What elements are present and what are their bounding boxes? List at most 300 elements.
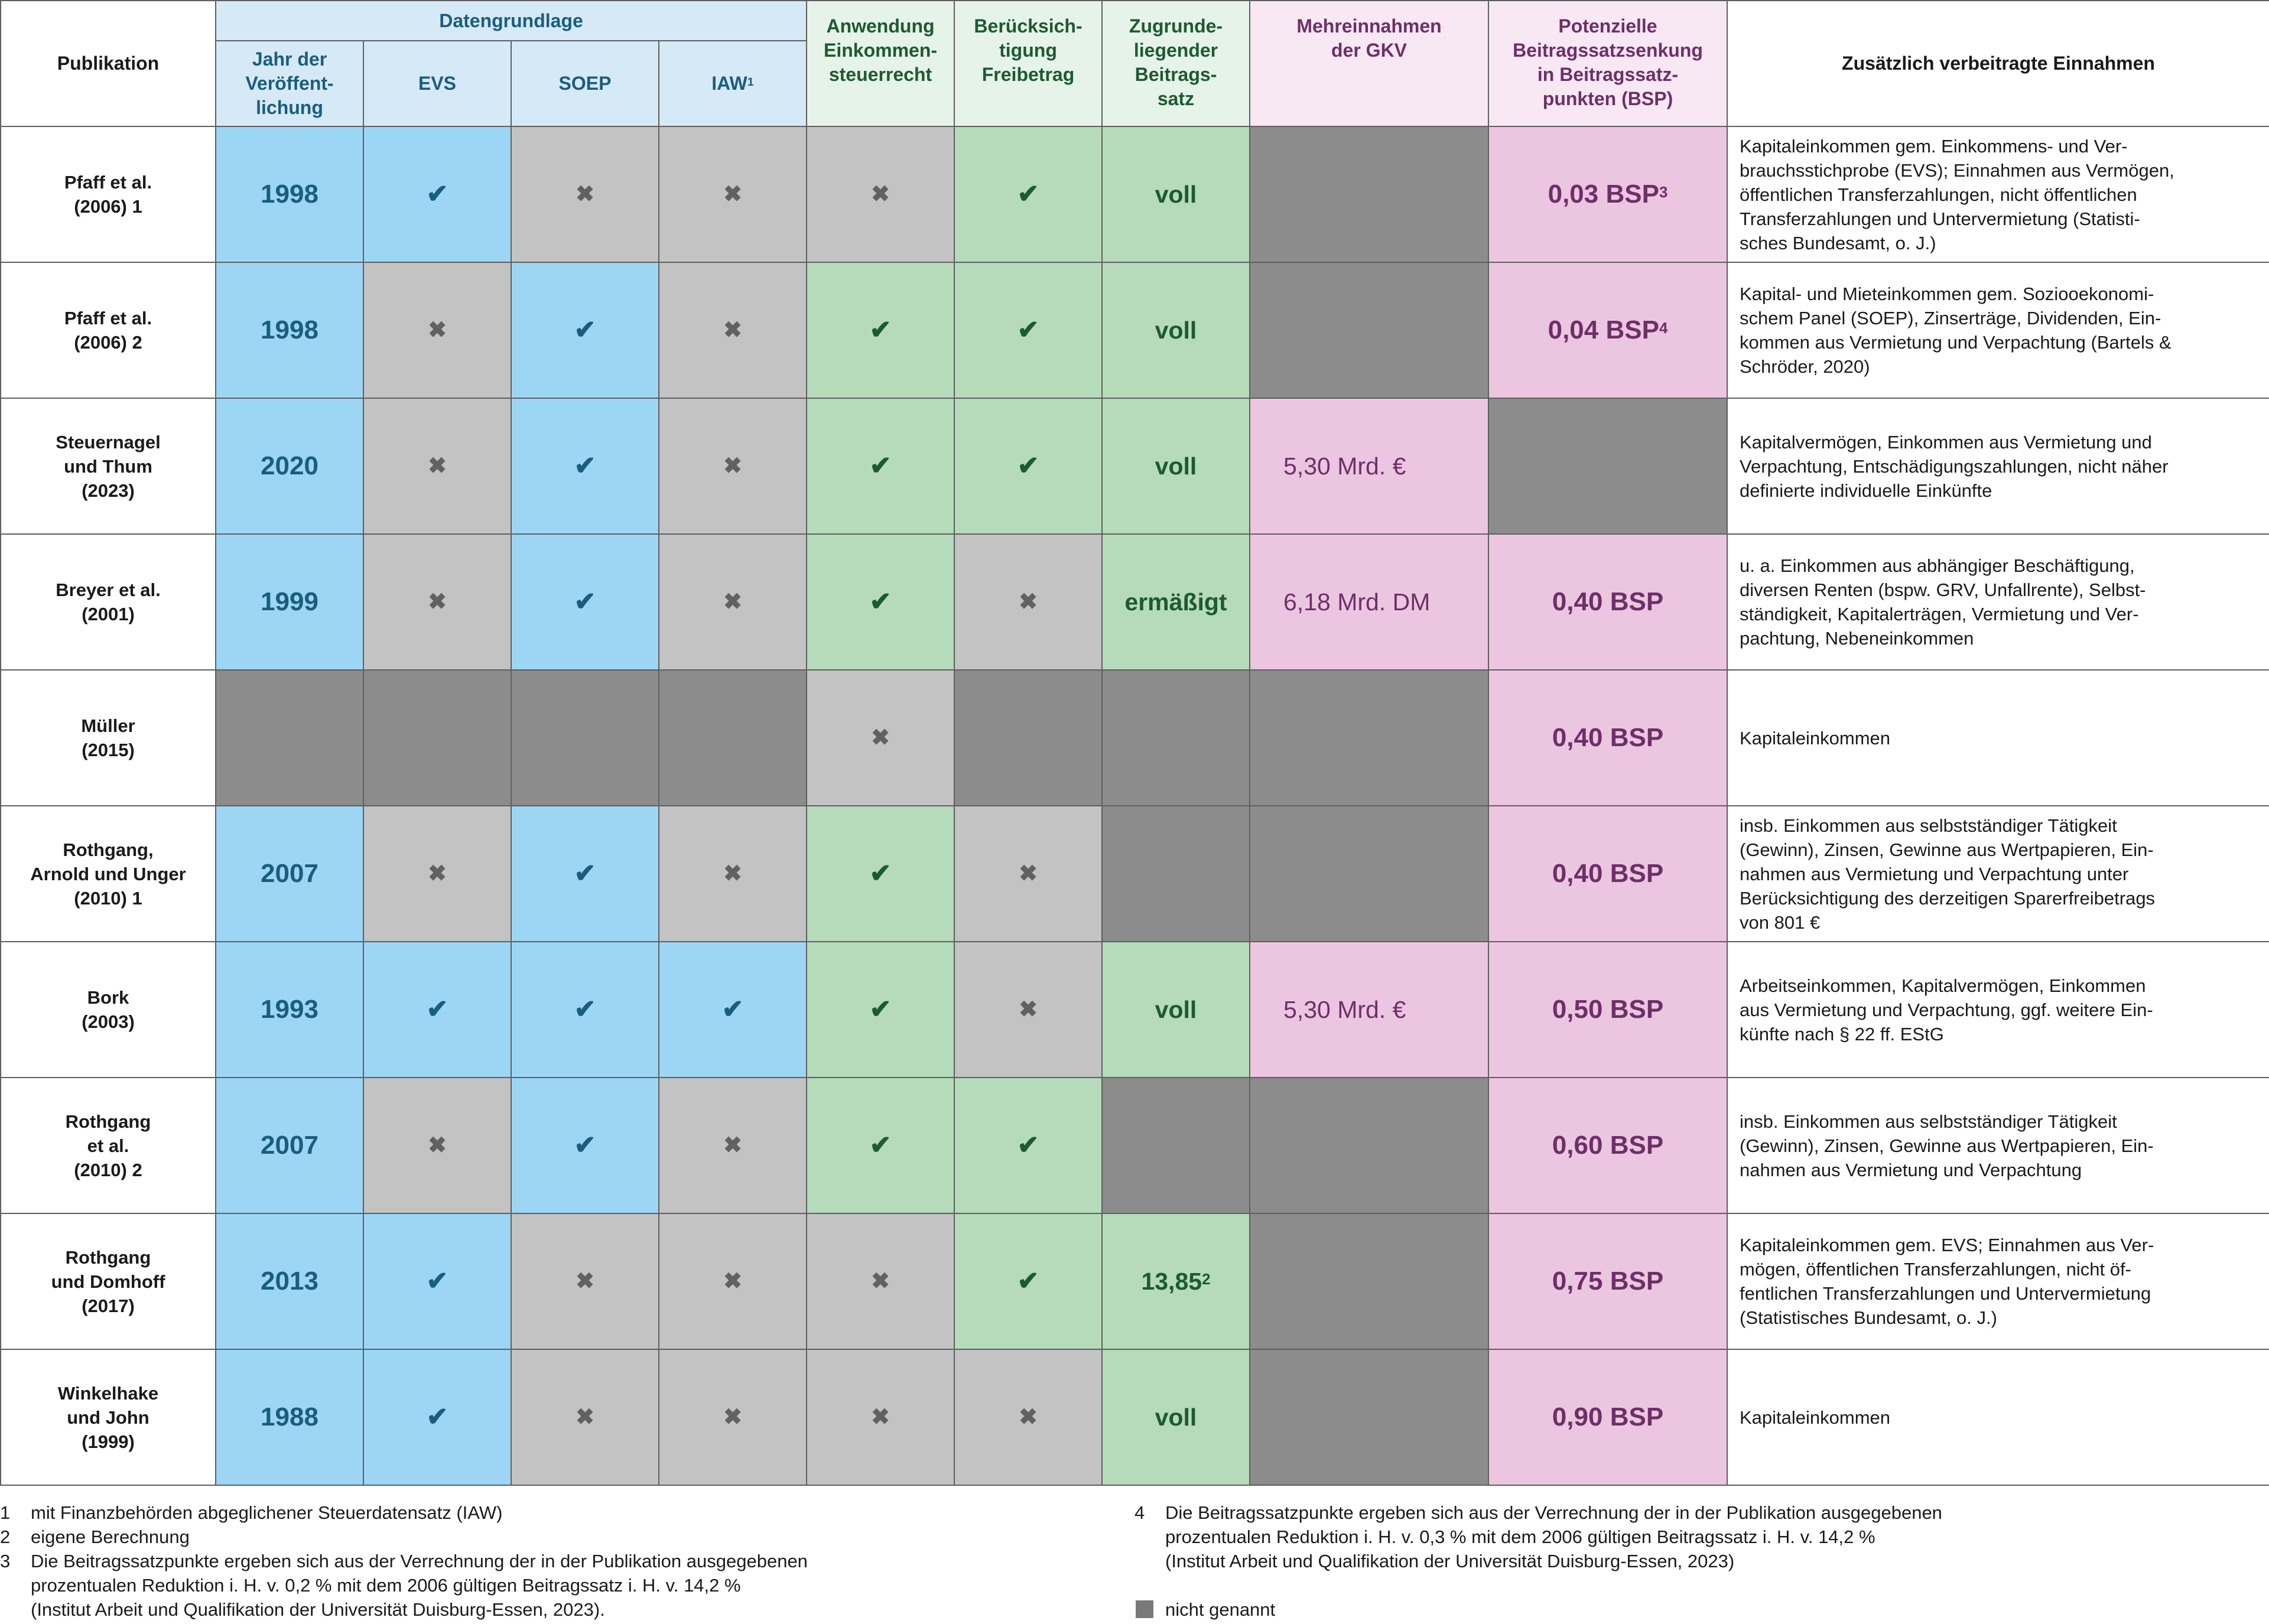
row-beitragssatz (1101, 533, 1250, 671)
cross-icon: ✖ (723, 318, 742, 343)
footnote-number: 4 (1134, 1502, 1145, 1523)
header-label (1513, 14, 1703, 111)
text-line: nahmen aus Vermietung und Verpachtung unter (1740, 863, 2129, 884)
text-line: Pfaff et al. (64, 308, 152, 328)
text-line: liegender (1133, 40, 1218, 61)
row-soep (511, 941, 659, 1078)
year-value: 1999 (261, 587, 318, 616)
publication-name (64, 170, 152, 219)
row-estr (806, 941, 955, 1078)
publication-name (56, 578, 161, 626)
row-year (215, 126, 364, 263)
header-label (245, 47, 333, 120)
row-publication (0, 533, 216, 671)
row-evs (363, 398, 512, 535)
row-estr (806, 1349, 955, 1486)
row-year (215, 398, 364, 535)
text-line: nahmen aus Vermietung und Verpachtung (1740, 1159, 2082, 1180)
year-value: 1993 (261, 995, 318, 1024)
row-bsp: 0,03 BSP $^3$ (1488, 126, 1728, 263)
row-beitragssatz-not-named (1101, 1077, 1250, 1214)
check-icon: ✔ (869, 315, 892, 344)
row-publication (0, 669, 216, 806)
header-label (1129, 14, 1223, 111)
header-datengrundlage (215, 0, 807, 41)
row-mehreinnahmen-not-named (1249, 669, 1489, 806)
text-line: diversen Renten (bspw. GRV, Unfallrente), Selbst- (1740, 580, 2146, 600)
text-line: steuerrecht (828, 64, 932, 85)
check-icon: ✔ (574, 315, 596, 344)
row-iaw (658, 805, 807, 942)
cross-icon: ✖ (1019, 997, 1038, 1022)
row-year (215, 533, 364, 671)
year-value: 2020 (261, 451, 318, 480)
header-label: Publikation (57, 53, 160, 74)
text-line: fentlichen Transferzahlungen und Untervermietung (1740, 1283, 2151, 1304)
row-iaw (658, 262, 807, 399)
text-line: Verpachtung, Entschädigungszahlungen, nicht näher (1740, 455, 2169, 477)
bsp-value: 0,40 BSP (1552, 587, 1664, 616)
year-value: 1998 (261, 180, 318, 209)
legend-label: nicht genannt (1165, 1599, 1276, 1620)
einnahmen-text (1740, 813, 2155, 935)
footnote-text: mit Finanzbehörden abgeglichener Steuerdatensatz (IAW) (31, 1502, 503, 1523)
row-bsp (1488, 1077, 1728, 1214)
text-line: u. a. Einkommen aus abhängiger Beschäftigung, (1740, 555, 2135, 576)
row-zusaetzliche-einnahmen (1727, 1349, 2269, 1486)
header-label: Datengrundlage (439, 9, 583, 31)
einnahmen-text (1740, 1233, 2154, 1330)
bsp-value: 0,50 BSP (1552, 995, 1664, 1024)
row-evs (363, 1077, 512, 1214)
beitragssatz-value: 13,85 (1141, 1267, 1202, 1295)
row-publication (0, 805, 216, 942)
year-value: 1998 (261, 315, 318, 344)
row-zusaetzliche-einnahmen (1727, 533, 2269, 671)
row-beitragssatz-not-named (1101, 669, 1250, 806)
text-line: Schröder, 2020) (1740, 356, 1870, 377)
beitragssatz-value: voll (1155, 1403, 1197, 1431)
text-line: Winkelhake (57, 1382, 159, 1404)
row-estr (806, 126, 955, 263)
text-line: von 801 € (1740, 912, 1821, 933)
row-bsp (1488, 533, 1728, 671)
row-bsp: 0,04 BSP $^4$ (1488, 262, 1728, 399)
header-beitragssatz (1101, 0, 1250, 127)
text-line: und John (67, 1407, 149, 1428)
einnahmen-text (1740, 1405, 1890, 1430)
row-mehreinnahmen (1249, 941, 1489, 1078)
check-icon: ✔ (426, 180, 448, 209)
row-beitragssatz (1101, 1349, 1250, 1486)
text-line: Berücksichtigung des derzeitigen Sparerfreibetrags (1740, 887, 2156, 909)
text-line: Steuernagel (56, 431, 161, 453)
text-line: definierte individuelle Einkünfte (1740, 480, 1992, 501)
row-freibetrag (954, 941, 1103, 1078)
row-bsp (1488, 941, 1728, 1078)
text-line: Kapital- und Mieteinkommen gem. Soziooekonomi- (1740, 284, 2154, 304)
mehreinnahmen-value: 6,18 Mrd. DM (1283, 588, 1431, 616)
text-line: ständigkeit, Kapitalerträgen, Vermietung und Ver- (1740, 604, 2139, 624)
cross-icon: ✖ (871, 1269, 890, 1294)
row-evs (363, 1349, 512, 1486)
header-evs (363, 40, 512, 127)
text-line: insb. Einkommen aus selbstständiger Tätigkeit (1740, 1111, 2117, 1132)
check-icon: ✔ (574, 995, 596, 1024)
check-icon: ✔ (574, 1131, 596, 1160)
cross-icon: ✖ (723, 1405, 742, 1430)
bsp-value: 0,90 BSP (1552, 1402, 1664, 1431)
cross-icon: ✖ (723, 590, 742, 614)
row-zusaetzliche-einnahmen (1727, 398, 2269, 535)
text-line: Jahr der (252, 48, 327, 70)
text-line: und Thum (64, 455, 152, 477)
footnote-text-line: Die Beitragssatzpunkte ergeben sich aus der Verrechnung der in der Publikation ausgegebenen (1165, 1502, 1942, 1523)
row-soep (511, 262, 659, 399)
row-soep (511, 1349, 659, 1486)
row-soep-not-named (511, 669, 659, 806)
row-zusaetzliche-einnahmen (1727, 805, 2269, 942)
row-iaw (658, 941, 807, 1078)
check-icon: ✔ (1017, 315, 1039, 344)
row-zusaetzliche-einnahmen (1727, 941, 2269, 1078)
text-line: (2010) 2 (74, 1159, 142, 1180)
row-evs (363, 262, 512, 399)
row-evs-not-named (363, 669, 512, 806)
row-estr (806, 533, 955, 671)
beitragssatz-value: voll (1155, 180, 1197, 208)
publication-name (66, 1109, 151, 1182)
einnahmen-text (1740, 134, 2174, 255)
text-line: Bork (87, 987, 129, 1008)
year-value: 2007 (261, 1131, 318, 1160)
text-line: (2023) (82, 480, 135, 501)
row-soep (511, 805, 659, 942)
check-icon: ✔ (869, 859, 892, 888)
text-line: kommen aus Vermietung und Verpachtung (Bartels & (1740, 332, 2172, 353)
bsp-value: 0,40 BSP (1552, 723, 1664, 752)
einnahmen-text (1740, 554, 2146, 650)
check-icon: ✔ (869, 1131, 892, 1160)
publication-name (30, 838, 186, 910)
einnahmen-text (1740, 1109, 2154, 1182)
check-icon: ✔ (574, 587, 596, 616)
row-beitragssatz-not-named (1101, 805, 1250, 942)
cross-icon: ✖ (428, 1133, 447, 1158)
row-bsp (1488, 669, 1728, 806)
row-estr (806, 1213, 955, 1350)
text-line: Arnold und Unger (30, 863, 186, 884)
text-line: (2015) (82, 740, 135, 760)
text-line: öffentlichen Transferzahlungen, nicht öffentlichen (1740, 184, 2137, 205)
row-estr (806, 262, 955, 399)
text-line: Rothgang (65, 1247, 151, 1268)
text-line: Anwendung (826, 15, 935, 37)
cross-icon: ✖ (723, 454, 742, 479)
header-label: IAW (711, 73, 747, 94)
row-beitragssatz (1101, 126, 1250, 263)
row-year (215, 1213, 364, 1350)
row-estr (806, 669, 955, 806)
row-freibetrag (954, 533, 1103, 671)
text-line: Beitrags- (1134, 64, 1217, 85)
header-label (974, 14, 1082, 87)
row-soep (511, 1077, 659, 1214)
row-freibetrag (954, 1077, 1103, 1214)
row-beitragssatz (1101, 941, 1250, 1078)
header-mehreinnahmen (1249, 0, 1489, 127)
header-soep (511, 40, 659, 127)
cross-icon: ✖ (576, 182, 594, 207)
row-mehreinnahmen-not-named (1249, 1349, 1489, 1486)
publication-name (56, 430, 160, 503)
check-icon: ✔ (1017, 1267, 1039, 1296)
row-bsp-not-named (1488, 398, 1728, 535)
text-line: tigung (999, 40, 1057, 61)
text-line: (2003) (82, 1011, 135, 1032)
text-line: Kapitalvermögen, Einkommen aus Vermietung und (1740, 431, 2152, 453)
row-iaw (658, 1349, 807, 1486)
row-year-not-named (215, 669, 364, 806)
text-line: Kapitaleinkommen (1740, 1407, 1891, 1428)
cross-icon: ✖ (1019, 1405, 1038, 1430)
header-label (1296, 14, 1441, 63)
beitragssatz-value: voll (1155, 316, 1197, 344)
text-line: lichung (256, 97, 323, 118)
bsp-value: 0,03 BSP (1548, 180, 1659, 209)
row-estr (806, 1077, 955, 1214)
row-bsp (1488, 1213, 1728, 1350)
row-bsp (1488, 805, 1728, 942)
bsp-value: 0,04 BSP (1548, 315, 1659, 344)
cross-icon: ✖ (428, 454, 447, 479)
text-line: Rothgang (65, 1111, 151, 1132)
row-publication (0, 126, 216, 263)
row-beitragssatz (1101, 398, 1250, 535)
text-line: brauchsstichprobe (EVS); Einnahmen aus Vermögen, (1740, 160, 2174, 181)
publication-name (81, 714, 135, 762)
footnote-text-line: Die Beitragssatzpunkte ergeben sich aus der Verrechnung der in der Publikation ausgegebenen (31, 1551, 808, 1571)
footnote-number: 3 (0, 1551, 11, 1571)
bsp-value: 0,75 BSP (1552, 1267, 1664, 1296)
year-value: 2013 (261, 1267, 318, 1296)
row-publication (0, 1077, 216, 1214)
text-line: Berücksich- (974, 15, 1083, 37)
row-mehreinnahmen-not-named (1249, 262, 1489, 399)
text-line: Transferzahlungen und Untervermietung (Statisti- (1740, 208, 2140, 229)
einnahmen-text (1740, 726, 1890, 750)
check-icon: ✔ (1017, 451, 1039, 480)
cross-icon: ✖ (428, 590, 447, 614)
cross-icon: ✖ (428, 861, 447, 886)
row-estr (806, 398, 955, 535)
footnote-text-line: prozentualen Reduktion i. H. v. 0,3 % mit dem 2006 gültigen Beitragssatz i. H. v. 14,2 % (1165, 1527, 1875, 1547)
text-line: Mehreinnahmen (1296, 15, 1442, 37)
beitragssatz-value: ermäßigt (1124, 588, 1227, 616)
text-line: (2006) 2 (74, 332, 142, 353)
einnahmen-text (1740, 282, 2172, 379)
header-label: SOEP (558, 73, 612, 94)
text-line: Breyer et al. (56, 580, 161, 600)
year-value: 1988 (261, 1402, 318, 1431)
row-beitragssatz: 13,85 $^2$ (1101, 1213, 1250, 1350)
row-evs (363, 805, 512, 942)
row-iaw (658, 533, 807, 671)
cross-icon: ✖ (871, 725, 890, 750)
text-line: Kapitaleinkommen (1740, 727, 1891, 748)
text-line: sches Bundesamt, o. J.) (1740, 232, 1936, 253)
cross-icon: ✖ (723, 861, 742, 886)
row-zusaetzliche-einnahmen (1727, 126, 2269, 263)
row-soep (511, 398, 659, 535)
check-icon: ✔ (426, 1267, 448, 1296)
beitragssatz-value: voll (1155, 452, 1197, 480)
publication-name (64, 306, 152, 354)
check-icon: ✔ (869, 587, 892, 616)
text-line: Veröffent- (245, 73, 334, 94)
footnote-text: eigene Berechnung (31, 1527, 190, 1547)
row-iaw (658, 398, 807, 535)
check-icon: ✔ (869, 451, 892, 480)
header-anwendung (806, 0, 955, 127)
text-line: künfte nach § 22 ff. EStG (1740, 1023, 1944, 1044)
row-iaw (658, 1077, 807, 1214)
row-publication (0, 398, 216, 535)
text-line: Rothgang, (63, 839, 154, 860)
publication-name (82, 985, 135, 1034)
row-publication (0, 262, 216, 399)
footnote-text-line: prozentualen Reduktion i. H. v. 0,2 % mit dem 2006 gültigen Beitragssatz i. H. v. 14,2 % (31, 1575, 741, 1596)
row-evs (363, 941, 512, 1078)
header-bsp (1488, 0, 1728, 127)
row-beitragssatz (1101, 262, 1250, 399)
row-evs (363, 126, 512, 263)
mehreinnahmen-value: 5,30 Mrd. € (1283, 452, 1406, 480)
row-freibetrag (954, 262, 1103, 399)
row-bsp (1488, 1349, 1728, 1486)
text-line: mögen, öffentlichen Transferzahlungen, nicht öf- (1740, 1259, 2131, 1280)
footnote-text-line: (Institut Arbeit und Qualifikation der Universität Duisburg-Essen, 2023) (1165, 1551, 1735, 1571)
row-zusaetzliche-einnahmen (1727, 669, 2269, 806)
text-line: pachtung, Nebeneinkommen (1740, 628, 1974, 649)
row-zusaetzliche-einnahmen (1727, 262, 2269, 399)
footnote-text-line: (Institut Arbeit und Qualifikation der Universität Duisburg-Essen, 2023). (31, 1599, 605, 1620)
row-estr (806, 805, 955, 942)
row-freibetrag (954, 398, 1103, 535)
mehreinnahmen-value: 5,30 Mrd. € (1283, 995, 1406, 1023)
row-iaw-not-named (658, 669, 807, 806)
row-publication (0, 1349, 216, 1486)
row-year (215, 1349, 364, 1486)
header-freibetrag (954, 0, 1103, 127)
header-label: Zusätzlich verbeitragte Einnahmen (1842, 53, 2155, 74)
bsp-value: 0,60 BSP (1552, 1131, 1664, 1160)
text-line: Potenzielle (1558, 15, 1657, 37)
legend-swatch (1136, 1600, 1153, 1618)
cross-icon: ✖ (576, 1269, 594, 1294)
row-publication (0, 1213, 216, 1350)
text-line: der GKV (1331, 40, 1407, 61)
row-zusaetzliche-einnahmen (1727, 1077, 2269, 1214)
row-iaw (658, 1213, 807, 1350)
cross-icon: ✖ (723, 1269, 742, 1294)
cross-icon: ✖ (1019, 861, 1038, 886)
row-year (215, 805, 364, 942)
text-line: in Beitragssatz- (1537, 64, 1679, 85)
text-line: (2001) (82, 604, 135, 624)
row-soep (511, 126, 659, 263)
header-iaw: IAW $^1$ (658, 40, 807, 127)
text-line: Beitragssatzsenkung (1513, 40, 1703, 61)
text-line: Kapitaleinkommen gem. Einkommens- und Ver- (1740, 135, 2128, 157)
footnote-number: 2 (0, 1527, 11, 1547)
row-iaw (658, 126, 807, 263)
check-icon: ✔ (426, 995, 448, 1024)
text-line: (2006) 1 (74, 196, 142, 217)
text-line: (Statistisches Bundesamt, o. J.) (1740, 1307, 1997, 1328)
header-publication (0, 0, 216, 127)
cross-icon: ✖ (871, 1405, 890, 1430)
text-line: (Gewinn), Zinsen, Gewinne aus Wertpapieren, Ein- (1740, 839, 2154, 860)
row-freibetrag-not-named (954, 669, 1103, 806)
cross-icon: ✖ (576, 1405, 594, 1430)
row-mehreinnahmen-not-named (1249, 805, 1489, 942)
row-mehreinnahmen-not-named (1249, 1213, 1489, 1350)
header-label (824, 14, 937, 87)
text-line: Einkommen- (823, 40, 938, 61)
check-icon: ✔ (574, 451, 596, 480)
check-icon: ✔ (721, 995, 744, 1024)
publication-name (51, 1245, 165, 1318)
year-value: 2007 (261, 859, 318, 888)
row-freibetrag (954, 1349, 1103, 1486)
row-mehreinnahmen-not-named (1249, 126, 1489, 263)
cross-icon: ✖ (871, 182, 890, 207)
cross-icon: ✖ (428, 318, 447, 343)
header-label: EVS (418, 73, 457, 94)
row-year (215, 941, 364, 1078)
check-icon: ✔ (426, 1402, 448, 1431)
text-line: (1999) (82, 1431, 135, 1452)
text-line: Kapitaleinkommen gem. EVS; Einnahmen aus Ver- (1740, 1235, 2154, 1255)
text-line: (Gewinn), Zinsen, Gewinne aus Wertpapieren, Ein- (1740, 1135, 2154, 1156)
check-icon: ✔ (1017, 1131, 1039, 1160)
row-mehreinnahmen-not-named (1249, 1077, 1489, 1214)
check-icon: ✔ (574, 859, 596, 888)
row-evs (363, 1213, 512, 1350)
footnote-number: 1 (0, 1502, 11, 1523)
text-line: Pfaff et al. (64, 172, 152, 193)
row-freibetrag (954, 1213, 1103, 1350)
bsp-value: 0,40 BSP (1552, 859, 1664, 888)
row-evs (363, 533, 512, 671)
row-year (215, 262, 364, 399)
einnahmen-text (1740, 430, 2169, 503)
cross-icon: ✖ (723, 182, 742, 207)
row-mehreinnahmen (1249, 398, 1489, 535)
text-line: satz (1157, 88, 1195, 109)
row-soep (511, 533, 659, 671)
text-line: et al. (87, 1135, 129, 1156)
cross-icon: ✖ (1019, 590, 1038, 614)
row-year (215, 1077, 364, 1214)
text-line: insb. Einkommen aus selbstständiger Tätigkeit (1740, 815, 2117, 836)
text-line: punkten (BSP) (1542, 88, 1673, 109)
check-icon: ✔ (1017, 180, 1039, 209)
text-line: (2010) 1 (74, 887, 142, 909)
row-soep (511, 1213, 659, 1350)
text-line: Arbeitseinkommen, Kapitalvermögen, Einkommen (1740, 975, 2146, 996)
